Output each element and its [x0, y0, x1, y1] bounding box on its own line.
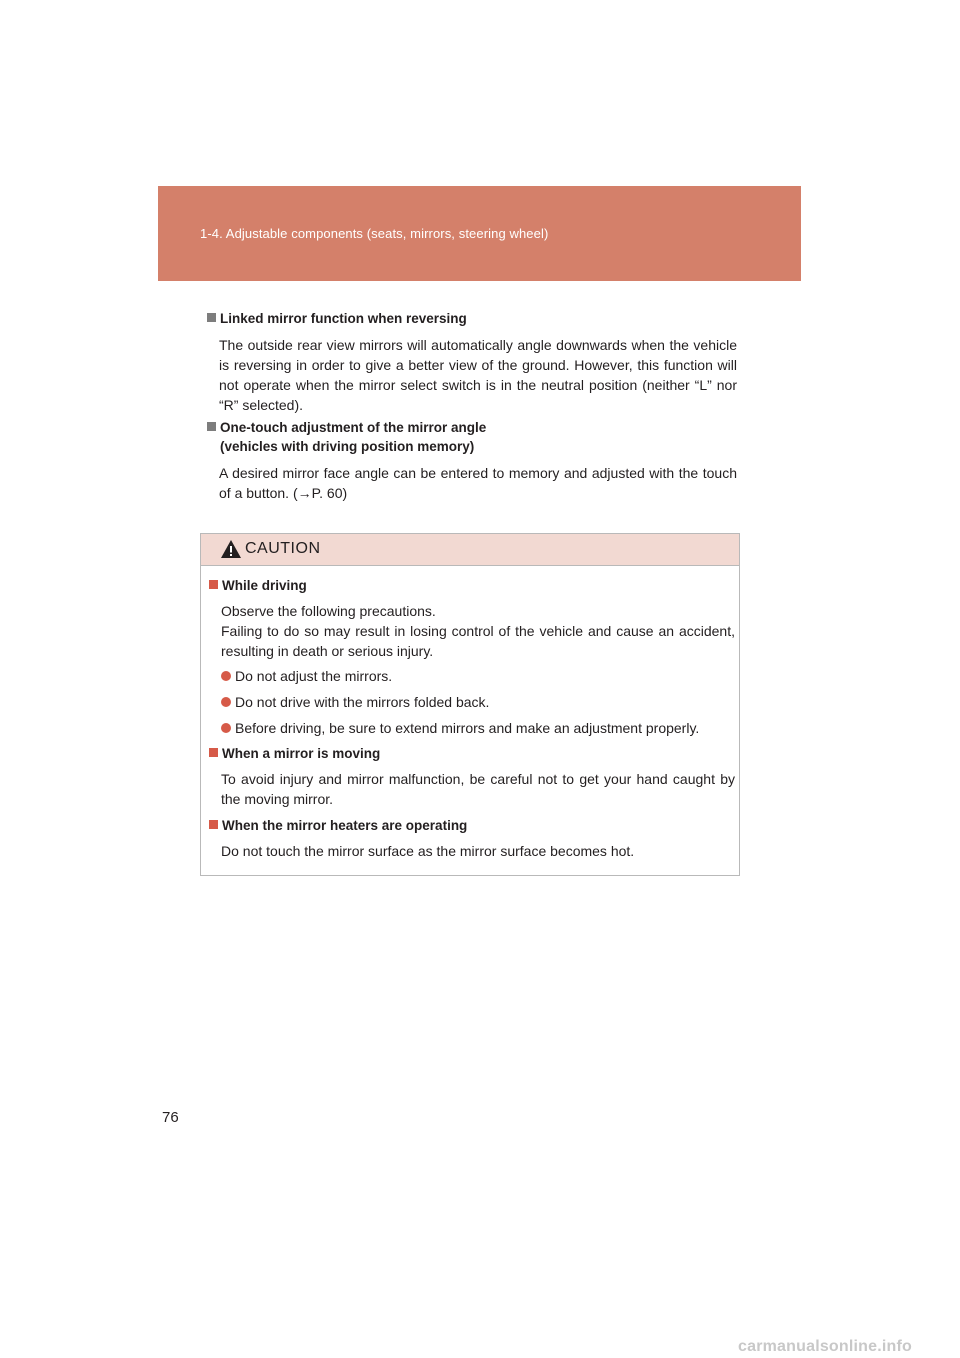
caution-item-heading — [209, 744, 739, 763]
square-bullet-icon — [209, 820, 218, 829]
caution-box — [200, 533, 740, 876]
one-touch-section — [207, 418, 737, 503]
caution-item-heading — [209, 816, 739, 835]
section-body: The outside rear view mirrors will automatically angle downwards when the vehicle is reversing in order to give a better view of the ground. However, this function will not operate when the mirror select switch is in the neutral position (neither “L” nor “R” selected). — [219, 337, 737, 413]
caution-item-mirror-moving — [209, 744, 739, 809]
linked-mirror-section — [207, 309, 737, 415]
circle-bullet-icon — [221, 723, 231, 733]
caution-label: CAUTION — [245, 540, 321, 557]
bullet-text: Do not drive with the mirrors folded back. — [235, 694, 490, 710]
bullet-text: Do not adjust the mirrors. — [235, 668, 393, 684]
heading-line-2: (vehicles with driving position memory) — [220, 439, 475, 454]
heading-text: When a mirror is moving — [222, 746, 381, 761]
section-body — [219, 463, 737, 503]
arrow-right-icon: → — [297, 485, 312, 501]
page-number: 76 — [162, 1109, 179, 1126]
caution-item-heading — [209, 576, 739, 595]
section-header-band — [158, 186, 801, 281]
caution-item-while-driving — [209, 576, 739, 661]
bullet-text: Before driving, be sure to extend mirrors and make an adjustment properly. — [235, 720, 700, 736]
heading-text: While driving — [222, 578, 307, 593]
caution-header — [201, 534, 739, 566]
heading-text — [220, 418, 486, 456]
circle-bullet-icon — [221, 671, 231, 681]
section-heading — [207, 309, 737, 328]
caution-bullet — [221, 692, 489, 712]
caution-item-mirror-heaters — [209, 816, 739, 861]
caution-item-body: Do not touch the mirror surface as the mirror surface becomes hot. — [221, 843, 635, 859]
heading-line-1: One-touch adjustment of the mirror angle — [220, 420, 487, 435]
square-bullet-icon — [209, 748, 218, 757]
heading-text: When the mirror heaters are operating — [222, 818, 468, 833]
caution-item-body: To avoid injury and mirror malfunction, be careful not to get your hand caught by the moving mirror. — [221, 771, 735, 807]
body-line: Observe the following precautions. — [221, 603, 436, 619]
square-bullet-icon — [207, 313, 216, 322]
heading-text: Linked mirror function when reversing — [220, 311, 467, 326]
section-title: 1-4. Adjustable components (seats, mirrors, steering wheel) — [200, 226, 549, 241]
body-line: Failing to do so may result in losing control of the vehicle and cause an accident, resulting in death or serious injury. — [221, 623, 735, 659]
page-reference-link[interactable]: P. 60) — [311, 485, 348, 501]
body-text: A desired mirror face angle can be entered to memory and adjusted with the touch of a button. ( — [219, 465, 737, 501]
square-bullet-icon — [207, 422, 216, 431]
caution-bullet — [221, 666, 392, 686]
section-heading — [207, 418, 737, 456]
caution-item-body — [221, 601, 735, 661]
warning-triangle-icon — [220, 539, 242, 559]
watermark: carmanualsonline.info — [738, 1338, 913, 1355]
square-bullet-icon — [209, 580, 218, 589]
circle-bullet-icon — [221, 697, 231, 707]
caution-bullet — [221, 718, 699, 738]
